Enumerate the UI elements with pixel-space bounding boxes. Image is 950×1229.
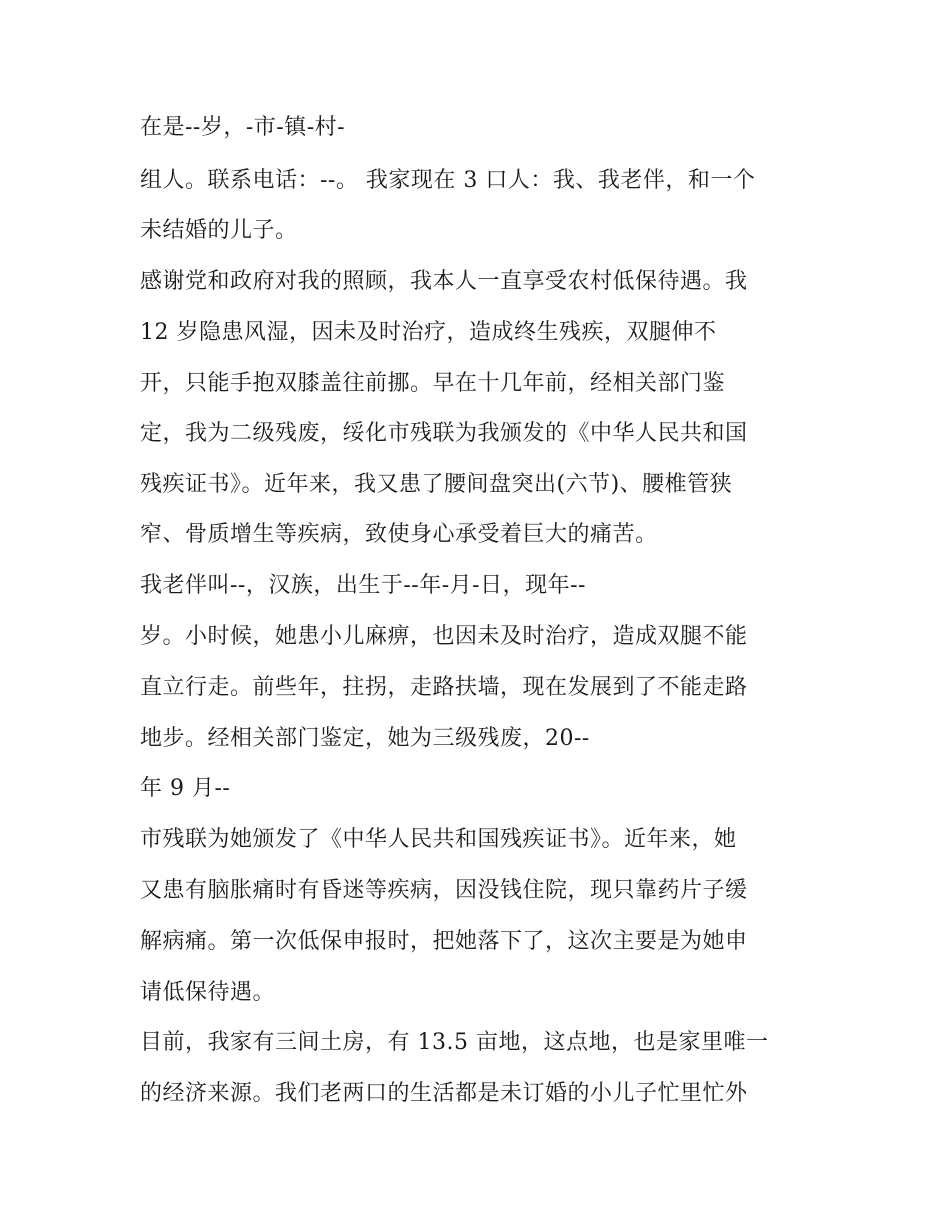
text-line-13: 地步。经相关部门鉴定，她为三级残废，20--	[140, 726, 590, 751]
text-line-14: 年 9 月--	[140, 776, 231, 801]
text-line-12: 直立行走。前些年，拄拐，走路扶墙，现在发展到了不能走路	[140, 675, 748, 700]
text-line-18: 请低保待遇。	[140, 980, 276, 1005]
text-line-1: 在是--岁，-市-镇-村-	[140, 115, 346, 140]
text-line-3: 未结婚的儿子。	[140, 218, 298, 243]
text-line-4: 感谢党和政府对我的照顾，我本人一直享受农村低保待遇。我	[140, 269, 748, 294]
text-line-7: 定，我为二级残废，绥化市残联为我颁发的《中华人民共和国	[140, 421, 748, 446]
text-line-2: 组人。联系电话：--。 我家现在 3 口人：我、我老伴，和一个	[140, 168, 756, 193]
text-line-11: 岁。小时候，她患小儿麻痹，也因未及时治疗，造成双腿不能	[140, 624, 748, 649]
text-line-17: 解病痛。第一次低保申报时，把她落下了，这次主要是为她申	[140, 929, 748, 954]
text-line-15: 市残联为她颁发了《中华人民共和国残疾证书》。近年来，她	[140, 827, 737, 852]
text-line-8: 残疾证书》。近年来，我又患了腰间盘突出(六节)、腰椎管狭	[140, 472, 733, 497]
text-line-10: 我老伴叫--，汉族，出生于--年-月-日，现年--	[140, 573, 586, 598]
text-line-16: 又患有脑胀痛时有昏迷等疾病，因没钱住院，现只靠药片子缓	[140, 878, 748, 903]
text-line-20: 的经济来源。我们老两口的生活都是未订婚的小儿子忙里忙外	[140, 1081, 748, 1106]
text-line-5: 12 岁隐患风湿，因未及时治疗，造成终生残疾，双腿伸不	[140, 320, 717, 345]
text-line-19: 目前，我家有三间土房，有 13.5 亩地，这点地，也是家里唯一	[140, 1030, 769, 1055]
text-line-9: 窄、骨质增生等疾病，致使身心承受着巨大的痛苦。	[140, 522, 658, 547]
text-line-6: 开，只能手抱双膝盖往前挪。早在十几年前，经相关部门鉴	[140, 371, 726, 396]
